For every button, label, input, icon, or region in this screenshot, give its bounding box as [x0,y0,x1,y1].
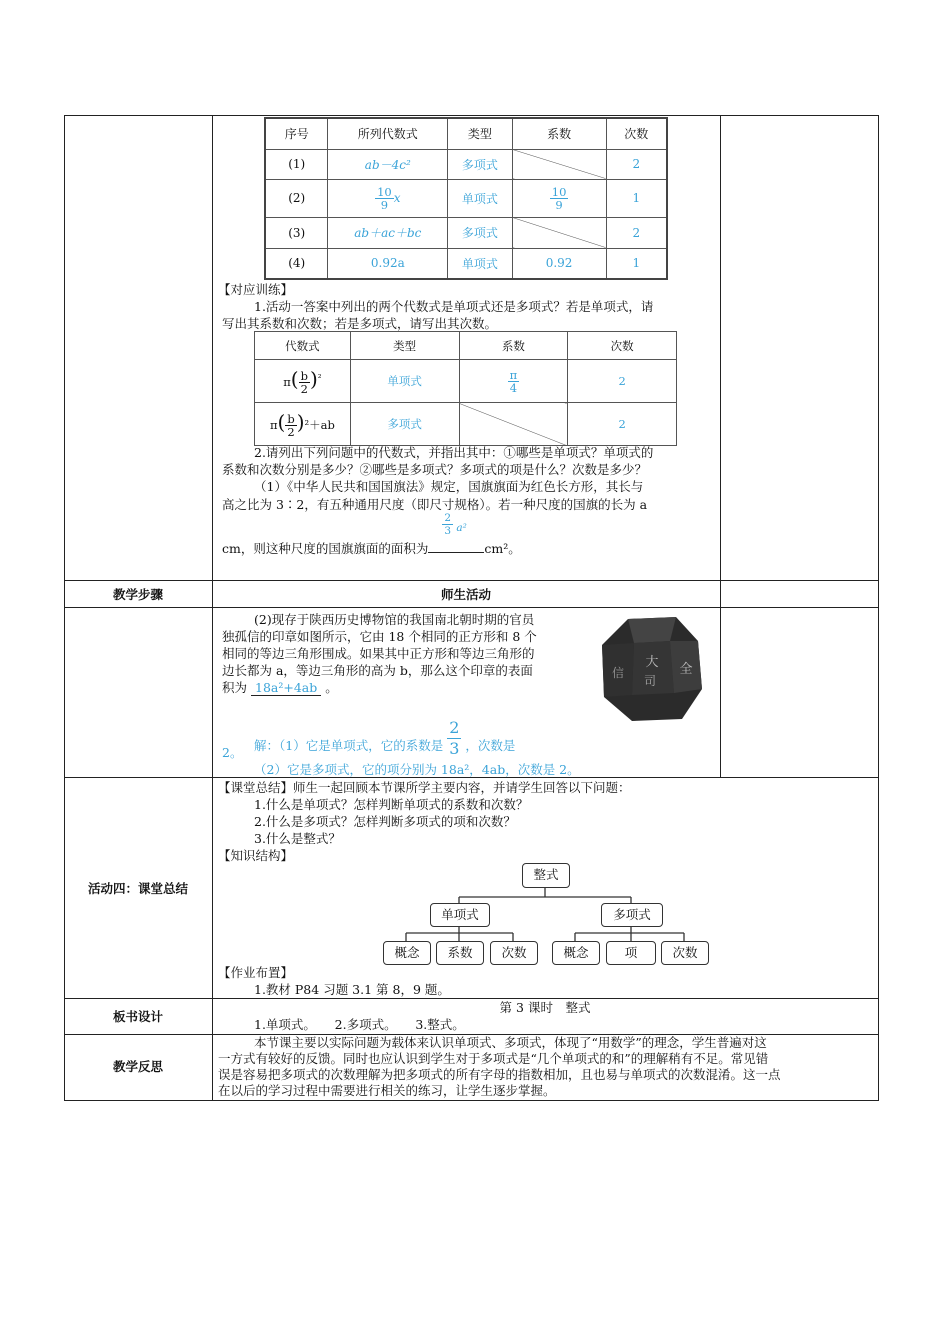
solution-1-end: 2。 [222,745,243,760]
tree-node-polynomial: 多项式 [601,903,663,927]
reflection-line4: 在以后的学习过程中需要进行相关的练习，让学生逐步掌握。 [218,1083,556,1098]
practice-q1-line1: 1.活动一答案中列出的两个代数式是单项式还是多项式？若是单项式，请 [254,299,654,314]
activity4-label: 活动四：课堂总结 [87,881,188,896]
solution-2: （2）它是多项式，它的项分别为 18a²，4ab，次数是 2。 [254,762,580,777]
tree-leaf: 项 [606,941,656,965]
practice-q1-line2: 写出其系数和次数；若是多项式，请写出其次数。 [222,316,498,331]
practice-q2-line2: 系数和次数分别是多少？②哪些是多项式？多项式的项是什么？次数是多少？ [222,462,648,477]
seal-line1: (2)现存于陕西历史博物馆的我国南北朝时期的官员 [254,612,535,627]
homework-heading: 【作业布置】 [218,965,294,980]
seal-char: 信 [611,666,625,680]
tree-leaf: 系数 [436,941,484,965]
summary-q1: 1.什么是单项式？怎样判断单项式的系数和次数？ [254,797,529,812]
homework-item: 1.教材 P84 习题 3.1 第 8，9 题。 [254,982,450,997]
seal-line3: 相同的等边三角形围成。如果其中正方形和等边三角形的 [222,646,535,661]
tree-leaf: 次数 [661,941,709,965]
column-header-steps: 教学步骤 [112,587,163,602]
table-row: (1) ab－4c² 多项式 2 [265,149,667,179]
reflection-line1: 本节课主要以实际问题为载体来认识单项式、多项式，体现了“用数学”的理念，学生普遍对这 [254,1035,767,1050]
solution-1: 解：（1）它是单项式，它的系数是 $\frac{2}{3}$ ，次数是 [254,718,516,758]
practice-q2-line1: 2.请列出下列问题中的代数式，并指出其中：①哪些是单项式？单项式的 [254,445,654,460]
table1-header-expr: 所列代数式 [328,118,448,149]
tree-leaf: 概念 [383,941,431,965]
practice-q2a-line1: （1）《中华人民共和国国旗法》规定，国旗旗面为红色长方形，其长与 [254,479,644,494]
board-title: 第 3 课时 整式 [499,1000,591,1015]
practice-q2a-line3: cm，则这种尺度的国旗旗面的面积为 $\frac{2}{3}$ a² cm²。 [222,512,521,556]
structure-heading: 【知识结构】 [218,848,294,863]
tree-node-monomial: 单项式 [430,903,490,927]
tree-leaf: 概念 [552,941,600,965]
table-row: (3) ab＋ac＋bc 多项式 2 [265,217,667,248]
table-row: (4) 0.92a 单项式 0.92 1 [265,248,667,279]
table1-header-type: 类型 [448,118,512,149]
seal-char: 司 [643,674,657,688]
seal-line5: 积为 18a²+4ab 。 [222,680,338,695]
seal-line2: 独孤信的印章如图所示，它由 18 个相同的正方形和 8 个 [222,629,537,644]
table-row: π( $\frac{b}{2}$ )²＋ab 多项式 2 [255,403,677,446]
tree-leaf: 次数 [490,941,538,965]
reflection-label: 教学反思 [112,1059,163,1074]
table1-header-coef: 系数 [512,118,606,149]
table-row: (2) $\frac{10}{9}$ x 单项式 $\frac{10}{9}$ 1 [265,179,667,217]
board-label: 板书设计 [112,1009,163,1024]
practice-heading: 【对应训练】 [218,282,294,297]
reflection-line2: 一方式有较好的反馈。同时也应认识到学生对于多项式是“几个单项式的和”的理解稍有不足。常见错 [218,1051,769,1066]
table1-header-no: 序号 [265,118,328,149]
tree-root-node: 整式 [522,863,570,888]
summary-q2: 2.什么是多项式？怎样判断多项式的项和次数？ [254,814,516,829]
summary-q3: 3.什么是整式？ [254,831,341,846]
reflection-line3: 误是容易把多项式的次数理解为把多项式的所有字母的指数相加，且也易与单项式的次数混淆。这一点 [218,1067,781,1082]
summary-line: 【课堂总结】师生一起回顾本节课所学主要内容，并请学生回答以下问题： [218,780,631,795]
column-header-activities: 师生活动 [440,587,491,602]
seal-char: 全 [679,662,693,677]
practice-q2a-line2: 高之比为 3∶2，有五种通用尺度（即尺寸规格）。若一种尺度的国旗的长为 a [222,497,648,512]
seal-line4: 边长都为 a，等边三角形的高为 b，那么这个印章的表面 [222,663,533,678]
table1-header-deg: 次数 [606,118,667,149]
seal-char: 大 [645,655,659,670]
board-items: 1.单项式。 2.多项式。 3.整式。 [254,1017,465,1032]
table-row: π( $\frac{b}{2}$ )$^{^2}$ 单项式 $\frac{\pi}{4}$ 2 [255,360,677,403]
